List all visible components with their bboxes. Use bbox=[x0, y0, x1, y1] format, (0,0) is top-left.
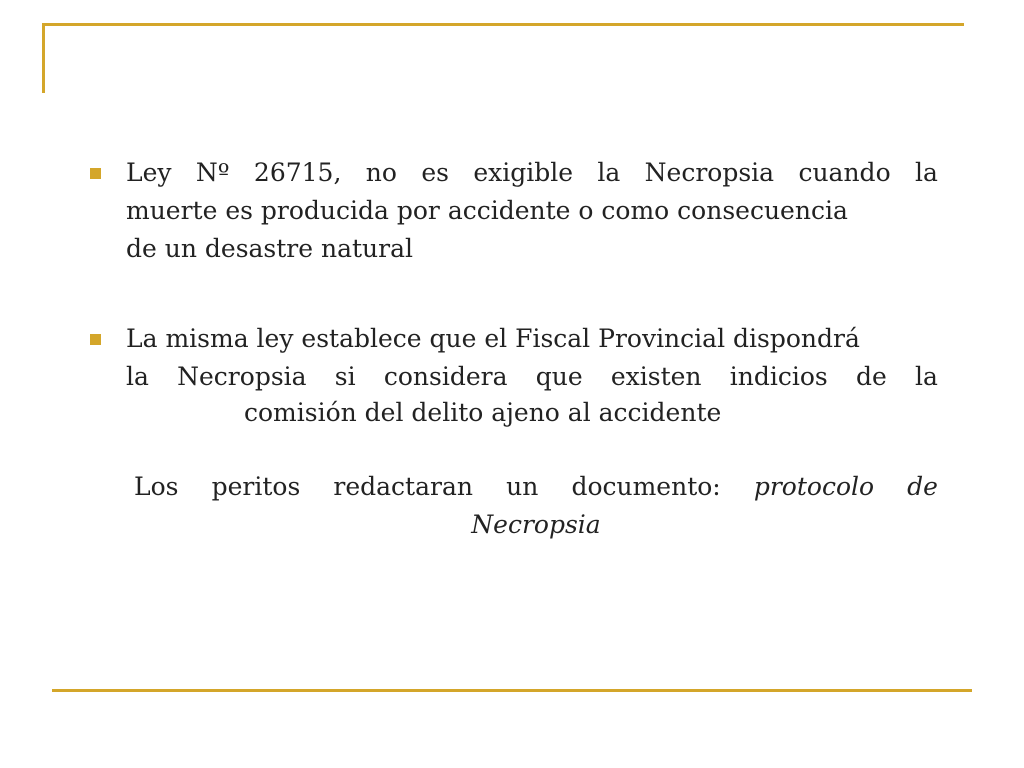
word: Necropsia bbox=[177, 362, 307, 391]
word: peritos bbox=[211, 472, 301, 501]
word: es bbox=[421, 158, 449, 187]
word: la bbox=[597, 158, 621, 187]
bullet-paragraph-1 bbox=[126, 154, 938, 268]
word: Los bbox=[134, 472, 179, 501]
word: Nº bbox=[195, 158, 230, 187]
word: si bbox=[334, 362, 356, 391]
justified-line bbox=[126, 358, 938, 396]
bullet-paragraph-2 bbox=[126, 320, 938, 396]
word: la bbox=[915, 158, 938, 187]
word: de bbox=[856, 362, 887, 391]
word: indicios bbox=[729, 362, 828, 391]
word: cuando bbox=[798, 158, 891, 187]
paragraph-line: muerte es producida por accidente o como consecuencia bbox=[126, 196, 848, 225]
word: no bbox=[365, 158, 397, 187]
square-bullet-icon bbox=[90, 168, 101, 179]
italic-word: Necropsia bbox=[471, 510, 601, 539]
word: Necropsia bbox=[644, 158, 775, 187]
frame-left-rule bbox=[42, 23, 45, 93]
justified-line bbox=[126, 154, 938, 192]
frame-bottom-rule bbox=[52, 689, 972, 692]
word: existen bbox=[610, 362, 702, 391]
word: Ley bbox=[126, 158, 172, 187]
note-line-2 bbox=[134, 506, 938, 544]
word: redactaran bbox=[333, 472, 473, 501]
word: considera bbox=[383, 362, 508, 391]
word: que bbox=[535, 362, 583, 391]
note-paragraph bbox=[134, 468, 938, 544]
frame-top-rule bbox=[42, 23, 964, 26]
word: 26715, bbox=[253, 158, 342, 187]
italic-word: de bbox=[907, 472, 938, 501]
paragraph-line: La misma ley establece que el Fiscal Provincial dispondrá bbox=[126, 324, 860, 353]
italic-word: protocolo bbox=[753, 472, 875, 501]
word: exigible bbox=[473, 158, 573, 187]
word: la bbox=[915, 362, 938, 391]
paragraph-line: de un desastre natural bbox=[126, 234, 413, 263]
paragraph-line: comisión del delito ajeno al accidente bbox=[244, 398, 722, 427]
word: documento: bbox=[571, 472, 721, 501]
justified-line bbox=[134, 468, 938, 506]
square-bullet-icon bbox=[90, 334, 101, 345]
word: la bbox=[126, 362, 149, 391]
word: un bbox=[506, 472, 539, 501]
